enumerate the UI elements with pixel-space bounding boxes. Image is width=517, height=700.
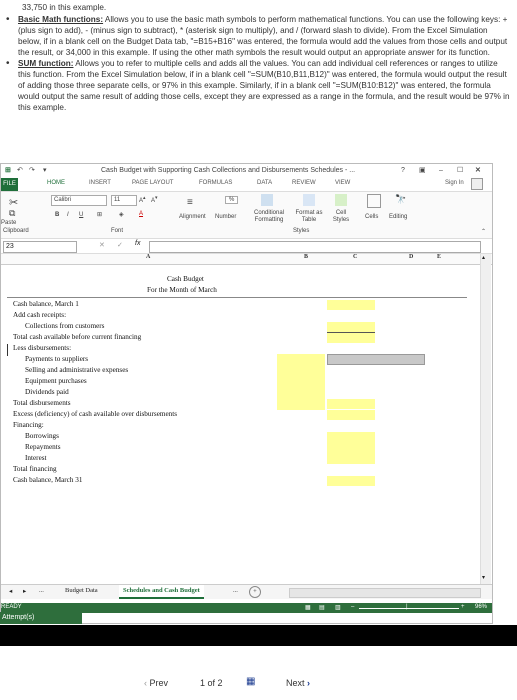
row-label: Cash balance, March 31 [13, 476, 83, 484]
attempts-label: Attempt(s) [0, 612, 82, 624]
row-label: Equipment purchases [25, 377, 87, 385]
row-label: Excess (deficiency) of cash available over disbursements [13, 410, 178, 418]
vertical-scrollbar[interactable] [480, 254, 491, 584]
align-icon[interactable]: ≡ [187, 197, 193, 208]
collapse-ribbon-icon[interactable]: ⌃ [481, 229, 487, 235]
font-group-label: Font [111, 228, 124, 234]
page-indicator [200, 678, 223, 698]
sheet-tab-schedules[interactable]: Schedules and Cash Budget [119, 585, 204, 599]
column-d-header[interactable]: D [409, 254, 414, 260]
chevron-right-icon: › [307, 678, 311, 688]
zoom-slider[interactable] [359, 608, 459, 609]
sheet-tab-budget-data[interactable]: Budget Data [65, 587, 98, 594]
tab-formulas[interactable]: FORMULAS [199, 180, 233, 186]
sheet-subtitle: For the Month of March [147, 286, 217, 294]
italic-button[interactable]: I [67, 212, 69, 218]
excel-titlebar [1, 164, 492, 178]
column-e-header[interactable]: E [437, 254, 442, 260]
maximize-icon[interactable]: ☐ [457, 167, 464, 174]
more-sheets-left[interactable]: ... [39, 587, 44, 594]
number-button[interactable]: Number [215, 214, 237, 220]
row-label: Add cash receipts: [13, 311, 67, 319]
zoom-in-icon[interactable]: + [461, 604, 465, 610]
borders-icon[interactable]: ⊞ [97, 212, 103, 218]
formula-input[interactable] [149, 241, 481, 253]
bold-button[interactable]: B [55, 212, 60, 218]
conditional-formatting-button[interactable]: Conditional Formatting [253, 210, 285, 223]
row-label: Less disbursements: [13, 344, 72, 352]
row-label: Repayments [25, 443, 61, 451]
intro-line: 33,750 in this example. [22, 3, 107, 12]
prev-button[interactable] [144, 678, 168, 698]
row-label: Selling and administrative expenses [25, 366, 129, 374]
ribbon-display-icon[interactable]: ▣ [419, 167, 426, 174]
bullet-text: Allows you to refer to multiple cells and adds all the values. You can add individual cell references or ranges to utilize this function. From the Excel Simulation below, if in a blank cell "=SUM(B10,B11,B12)" was entered, the formula would output the result of adding those three separate cells, or 97% in this example. Similarly, if in a blank cell "=SUM(B10:B12)" was entered, the formula would output the same result of adding those cells, except they are expressed as a range in the formula, and the result would be 97% in this example. [18, 59, 510, 112]
bullet-heading: SUM function: [18, 59, 74, 68]
cells-button[interactable]: Cells [365, 214, 379, 220]
fx-icon[interactable]: fx [135, 240, 141, 247]
input-cell-range[interactable] [277, 354, 325, 410]
clipboard-group-label: Clipboard [3, 228, 29, 234]
cancel-formula-icon[interactable]: ✕ [99, 242, 105, 249]
close-icon[interactable]: ✕ [475, 167, 481, 174]
tab-review[interactable]: REVIEW [292, 180, 316, 186]
bullet-basic-math [6, 14, 512, 58]
input-cell[interactable] [327, 333, 375, 343]
column-c-header[interactable]: C [353, 254, 358, 260]
tab-home[interactable]: HOME [47, 180, 65, 186]
alignment-button[interactable]: Alignment [179, 214, 206, 220]
tab-insert[interactable]: INSERT [89, 180, 111, 186]
input-cell[interactable] [327, 399, 375, 409]
page-layout-view-icon[interactable]: ▤ [319, 605, 325, 611]
more-sheets-right[interactable]: ... [233, 587, 238, 594]
bullet-heading: Basic Math functions: [18, 15, 104, 24]
zoom-level[interactable]: 96% [475, 604, 488, 610]
user-avatar-icon[interactable] [471, 178, 483, 190]
grow-font-icon[interactable]: A▴ [139, 195, 146, 204]
input-cell[interactable] [327, 322, 375, 333]
enter-formula-icon[interactable]: ✓ [117, 242, 123, 249]
help-icon[interactable]: ? [401, 167, 405, 174]
column-a-header[interactable]: A [146, 254, 151, 260]
tab-view[interactable]: VIEW [335, 180, 351, 186]
row-label: Total disbursements [13, 399, 71, 407]
input-cell[interactable] [327, 410, 375, 420]
copy-icon[interactable]: ⧉ [9, 208, 16, 218]
bullet-sum-function [6, 58, 512, 113]
tab-page-layout[interactable]: PAGE LAYOUT [132, 180, 174, 186]
chevron-left-icon: ‹ [144, 678, 147, 688]
sign-in-link[interactable]: Sign In [445, 180, 464, 186]
black-bar [0, 625, 517, 646]
next-sheet-icon[interactable]: ▸ [23, 588, 27, 595]
sheet-tab-bar [1, 584, 492, 599]
bullet-text: Allows you to use the basic math symbols to perform mathematical functions. You can use the following keys: + (plus sign to add), - (minus sign to subtract), * (asterisk sign to multiply), and / (forward slash to divide). From the Excel Simulation below, if in a blank cell on the Budget Data tab, "=B15+B16" was entered, the formula would add the values from those cells and output the result, or 34,000 in this example. If using the other math symbols the result would output an appropriate answer for its function. [18, 15, 508, 57]
sheet-title: Cash Budget [167, 275, 204, 283]
excel-logo-icon: ⊞ [5, 167, 11, 174]
instruction-list [6, 14, 512, 113]
worksheet [7, 274, 477, 572]
format-as-table-button[interactable]: Format as Table [295, 210, 323, 223]
conditional-formatting-icon[interactable] [261, 194, 273, 206]
binoculars-icon[interactable]: 🔭 [395, 194, 407, 204]
tab-file[interactable]: FILE [1, 178, 18, 191]
zoom-handle[interactable]: | [406, 604, 408, 610]
styles-group-label: Styles [293, 228, 310, 234]
row-label: Cash balance, March 1 [13, 300, 79, 308]
normal-view-icon[interactable]: ▦ [305, 605, 311, 611]
page-total: of 2 [207, 678, 223, 688]
scroll-up-icon[interactable]: ▴ [482, 255, 486, 261]
input-cell[interactable] [327, 300, 375, 310]
row-label: Borrowings [25, 432, 59, 440]
tab-data[interactable]: DATA [257, 180, 273, 186]
format-table-icon[interactable] [303, 194, 315, 206]
row-label: Financing: [13, 421, 44, 429]
cell-styles-icon[interactable] [335, 194, 347, 206]
font-color-icon[interactable]: A [139, 211, 144, 217]
prev-sheet-icon[interactable]: ◂ [9, 588, 13, 595]
horizontal-scrollbar[interactable] [289, 588, 481, 598]
input-cell[interactable] [327, 476, 375, 486]
status-ready: READY [1, 604, 22, 610]
row-marker [7, 344, 8, 356]
fill-color-icon[interactable]: ◈ [119, 212, 124, 218]
row-label: Interest [25, 454, 47, 462]
font-size-select[interactable]: 11 [111, 195, 137, 206]
underline-button[interactable]: U [79, 212, 84, 218]
cell-styles-button[interactable]: Cell Styles [332, 210, 350, 223]
column-b-header[interactable]: B [304, 254, 309, 260]
font-name-select[interactable]: Calibri [51, 195, 107, 206]
ribbon-tabs [1, 178, 492, 191]
name-box[interactable]: 23 [3, 241, 77, 253]
add-sheet-icon[interactable]: + [249, 586, 261, 598]
undo-icon[interactable]: ↶ [17, 167, 23, 174]
input-cell-range[interactable] [327, 432, 375, 464]
editing-button[interactable]: Editing [389, 214, 408, 220]
row-label: Payments to suppliers [25, 355, 89, 363]
column-header-row [1, 254, 492, 265]
quick-access-icon[interactable]: ▾ [43, 167, 47, 174]
redo-icon[interactable]: ↷ [29, 167, 35, 174]
row-label: Total financing [13, 465, 57, 473]
window-title: Cash Budget with Supporting Cash Collections and Disbursements Schedules - ... [101, 167, 356, 174]
formula-bar [1, 239, 492, 254]
scroll-down-icon[interactable]: ▾ [482, 575, 486, 581]
row-label: Dividends paid [25, 388, 69, 396]
grid-icon[interactable]: ▦ [246, 676, 256, 687]
row-label: Collections from customers [25, 322, 105, 330]
paste-button[interactable]: Paste [1, 220, 17, 226]
row-label: Total cash available before current financing [13, 333, 142, 341]
next-button[interactable] [286, 678, 310, 698]
cut-icon[interactable]: ✂ [9, 197, 19, 209]
percent-icon[interactable]: % [225, 196, 238, 204]
page-break-view-icon[interactable]: ▥ [335, 605, 341, 611]
ribbon [1, 191, 492, 239]
cells-icon[interactable] [367, 194, 381, 208]
next-label: Next [286, 678, 305, 688]
page-number: 1 [200, 678, 206, 688]
prev-label: Prev [149, 678, 169, 688]
excel-window [0, 163, 493, 624]
zoom-out-icon[interactable]: – [351, 604, 355, 610]
divider [7, 297, 467, 298]
selected-cell[interactable] [327, 354, 425, 365]
shrink-font-icon[interactable]: A▾ [151, 195, 158, 204]
minimize-icon[interactable]: – [439, 167, 443, 174]
